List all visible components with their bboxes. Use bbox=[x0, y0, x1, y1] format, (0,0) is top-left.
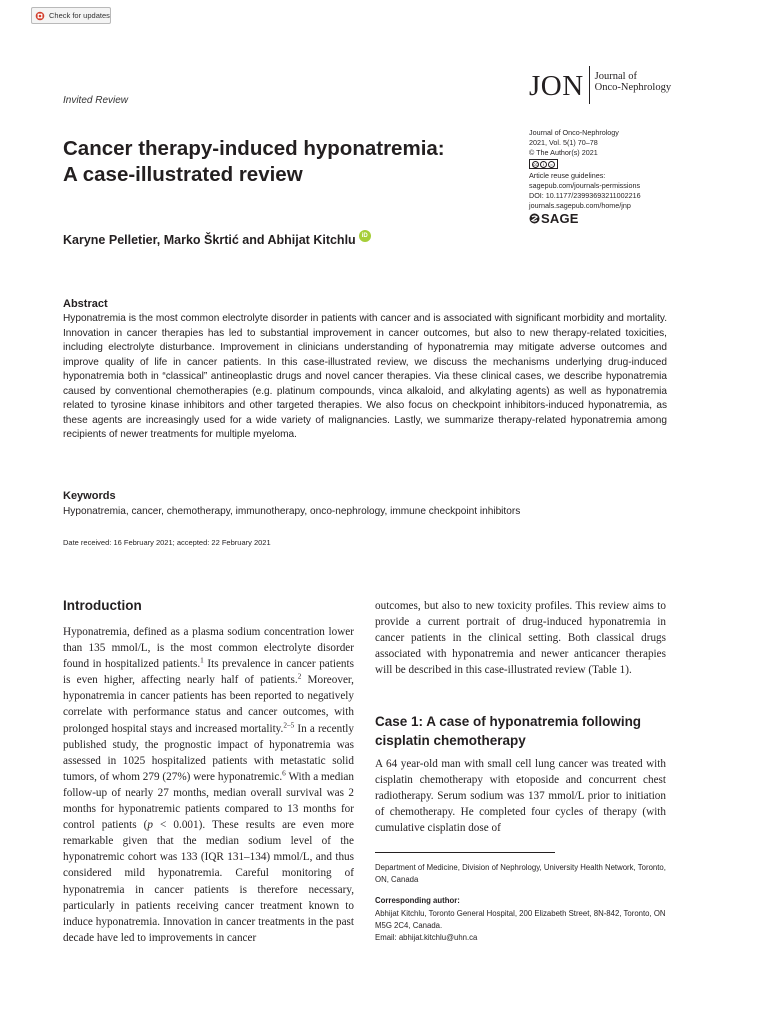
sage-icon bbox=[529, 213, 540, 224]
introduction-heading: Introduction bbox=[63, 598, 142, 613]
journal-info-line: Journal of Onco-Nephrology bbox=[529, 128, 619, 137]
article-title: Cancer therapy-induced hyponatremia: A case-illustrated review bbox=[63, 137, 445, 186]
section-label: Invited Review bbox=[63, 95, 129, 106]
reference-link[interactable]: 2 bbox=[297, 672, 302, 681]
reference-link[interactable]: 6 bbox=[282, 769, 286, 778]
cc-license-icon[interactable]: cc i = bbox=[529, 159, 558, 169]
check-updates-label: Check for updates bbox=[49, 11, 110, 20]
case1-paragraph: A 64 year-old man with small cell lung cancer was treated with cisplatin chemotherapy with etoposide and concurrent chest radiotherapy. Serum sodium was 137 mmol/L prior to initiation of chemotherapy. He completed four cycles of therapy (with cumulative cisplatin dose of bbox=[375, 758, 666, 835]
affiliation-text: Department of Medicine, Division of Nephrology, University Health Network, Toronto, ON, Canada bbox=[375, 863, 666, 884]
check-updates-icon bbox=[35, 11, 45, 21]
reuse-link[interactable]: sagepub.com/journals-permissions bbox=[529, 181, 641, 190]
sage-logo: SAGE bbox=[529, 213, 641, 224]
reuse-line: Article reuse guidelines: bbox=[529, 171, 606, 180]
dates-line: Date received: 16 February 2021; accepted: 22 February 2021 bbox=[63, 538, 271, 547]
journal-home-link[interactable]: journals.sagepub.com/home/jnp bbox=[529, 201, 631, 210]
footnote-divider bbox=[375, 852, 555, 853]
journal-info bbox=[529, 128, 641, 224]
authors-text: Karyne Pelletier, Marko Škrtić and Abhijat Kitchlu bbox=[63, 233, 356, 247]
check-for-updates-button[interactable] bbox=[31, 7, 111, 24]
keywords-heading: Keywords bbox=[63, 490, 116, 502]
journal-logo bbox=[529, 66, 671, 106]
orcid-icon[interactable]: iD bbox=[359, 230, 371, 242]
author-list bbox=[63, 233, 371, 247]
abstract-text: Hyponatremia is the most common electrolyte disorder in patients with cancer and is associated with significant morbidity and mortality. Innovation in cancer therapies has led to substantial improvement in cancer outcomes, but also to new therapy-related toxicities, including electrolyte disturbance. Improvement in clinicians understanding of hyponatremia may mitigate adverse outcomes and improve quality of life in cancer patients. In this case-illustrated review, we discuss the mechanisms underlying drug-induced hyponatremia both in “classical” antineoplastic drugs and novel cancer therapies. Via these clinical cases, we describe hyponatremia caused by conventional chemotherapies (e.g. platinum compounds, vinca alkaloid, and alkylating agents) as well as hyponatremia related to tyrosine kinase inhibitors and other targeted therapies. We also focus on checkpoint inhibitors-induced hyponatremia, as these agents are increasingly used for a wide variety of malignancies. Lastly, we summarize therapy-related hyponatremia among recipients of newer treatments for multiple myeloma. bbox=[63, 313, 667, 440]
journal-name: Journal of Onco-Nephrology bbox=[594, 71, 672, 93]
reference-link[interactable]: 2–5 bbox=[283, 720, 295, 729]
journal-abbrev: JON bbox=[529, 70, 584, 102]
logo-divider bbox=[589, 66, 590, 104]
corresponding-author-details: Abhijat Kitchlu, Toronto General Hospital, 200 Elizabeth Street, 8N-842, Toronto, ON M5G 2C4, Canada. Email: abhijat.kitchlu@uhn.ca bbox=[375, 909, 666, 942]
introduction-paragraph: Hyponatremia, defined as a plasma sodium concentration lower than 135 mmol/L, is the most common electrolyte disorder found in hospitalized patients.$^1$ Its prevalence in cancer patients is even higher, affecting nearly half of patients.$^2$ Moreover, hyponatremia in cancer patients has been reported to negatively correlate with performance status and cancer outcomes, with prolonged hospital stays and increased mortality.$^{2-5}$ In a recently published study, the prognostic impact of hyponatremia was assessed in 1025 hospitalized patients with metastatic solid tumors, of whom 279 (27%) were hyponatremic.$^6$ With a median follow-up of nearly 27 months, median overall survival was 2 months for hyponatremic patients compared to 13 months for control patients (p < 0.001). These results are even more remarkable given that the median sodium level of the hyponatremic cohort was 133 (IQR 131–134) mmol/L, and thus considered mild hyponatremia. Careful monitoring of hyponatremia in cancer patients is therefore necessary, particularly in patients receiving cancer treatment known to induce hyponatremia. Innovation in cancer treatments in the past decade have led to improvements in cancer bbox=[63, 626, 355, 944]
abstract-heading: Abstract bbox=[63, 298, 108, 310]
journal-info-line: © The Author(s) 2021 bbox=[529, 148, 598, 157]
email-link[interactable]: Email: abhijat.kitchlu@uhn.ca bbox=[375, 933, 478, 942]
keywords-text: Hyponatremia, cancer, chemotherapy, immunotherapy, onco-nephrology, immune checkpoint inhibitors bbox=[63, 506, 521, 517]
case1-heading: Case 1: A case of hyponatremia following cisplatin chemotherapy bbox=[375, 714, 642, 748]
corresponding-author-heading: Corresponding author: bbox=[375, 896, 460, 905]
journal-info-line: 2021, Vol. 5(1) 70–78 bbox=[529, 138, 598, 147]
doi-link[interactable]: DOI: 10.1177/23993693211002216 bbox=[529, 191, 641, 200]
introduction-continuation: outcomes, but also to new toxicity profiles. This review aims to provide a current portrait of drug-induced hyponatremia in cancer patients in the clinical setting. Both classical drugs associated with hyponatremia and newer anticancer therapies will be described in this case-illustrated review (Table 1). bbox=[375, 600, 666, 677]
reference-link[interactable]: 1 bbox=[200, 656, 204, 665]
